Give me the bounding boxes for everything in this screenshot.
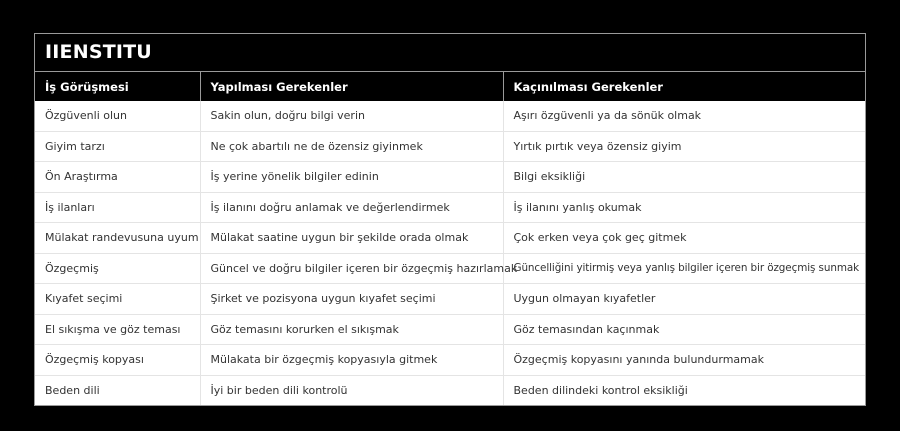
cell-dont: Güncelliğini yitirmiş veya yanlış bilgiler içeren bir özgeçmiş sunmak [503,253,865,284]
cell-topic: Özgeçmiş [35,253,200,284]
header-row [35,72,865,101]
table-row [35,192,865,223]
cell-topic: Mülakat randevusuna uyum [35,223,200,254]
cell-dont: Uygun olmayan kıyafetler [503,284,865,315]
data-table [35,72,865,405]
cell-dont: Yırtık pırtık veya özensiz giyim [503,131,865,162]
header-dos: Yapılması Gerekenler [200,72,503,101]
cell-do: Güncel ve doğru bilgiler içeren bir özgeçmiş hazırlamak [200,253,503,284]
cell-dont: İş ilanını yanlış okumak [503,192,865,223]
cell-topic: Özgeçmiş kopyası [35,345,200,376]
cell-topic: Giyim tarzı [35,131,200,162]
interview-table [34,33,866,406]
cell-do: İş yerine yönelik bilgiler edinin [200,162,503,193]
cell-topic: Beden dili [35,375,200,405]
cell-topic: İş ilanları [35,192,200,223]
cell-do: Mülakata bir özgeçmiş kopyasıyla gitmek [200,345,503,376]
cell-dont: Özgeçmiş kopyasını yanında bulundurmamak [503,345,865,376]
cell-topic: Kıyafet seçimi [35,284,200,315]
cell-dont: Aşırı özgüvenli ya da sönük olmak [513,109,702,123]
table-row [35,131,865,162]
cell-topic: Ön Araştırma [35,162,200,193]
cell-do: İş ilanını doğru anlamak ve değerlendirmek [200,192,503,223]
table-title: IIENSTITU [35,34,865,72]
table-row [35,223,865,254]
cell-do: İyi bir beden dili kontrolü [200,375,503,405]
cell-dont: Göz temasından kaçınmak [503,314,865,345]
table-row [35,253,865,284]
cell-topic: El sıkışma ve göz teması [35,314,200,345]
table-row [35,162,865,193]
cell-dont: Çok erken veya çok geç gitmek [503,223,865,254]
table-row [35,101,865,131]
cell-dont: Beden dilindeki kontrol eksikliği [503,375,865,405]
cell-do: Şirket ve pozisyona uygun kıyafet seçimi [200,284,503,315]
cell-do: Göz temasını korurken el sıkışmak [200,314,503,345]
cell-topic: Özgüvenli olun [35,101,200,131]
cell-dont: Bilgi eksikliği [503,162,865,193]
cell-do: Ne çok abartılı ne de özensiz giyinmek [200,131,503,162]
header-donts: Kaçınılması Gerekenler [503,72,865,101]
cell-do: Sakin olun, doğru bilgi verin [200,101,503,131]
table-row [35,314,865,345]
table-row [35,345,865,376]
cell-do: Mülakat saatine uygun bir şekilde orada olmak [200,223,503,254]
table-row [35,284,865,315]
table-row [35,375,865,405]
header-interview: İş Görüşmesi [35,72,200,101]
